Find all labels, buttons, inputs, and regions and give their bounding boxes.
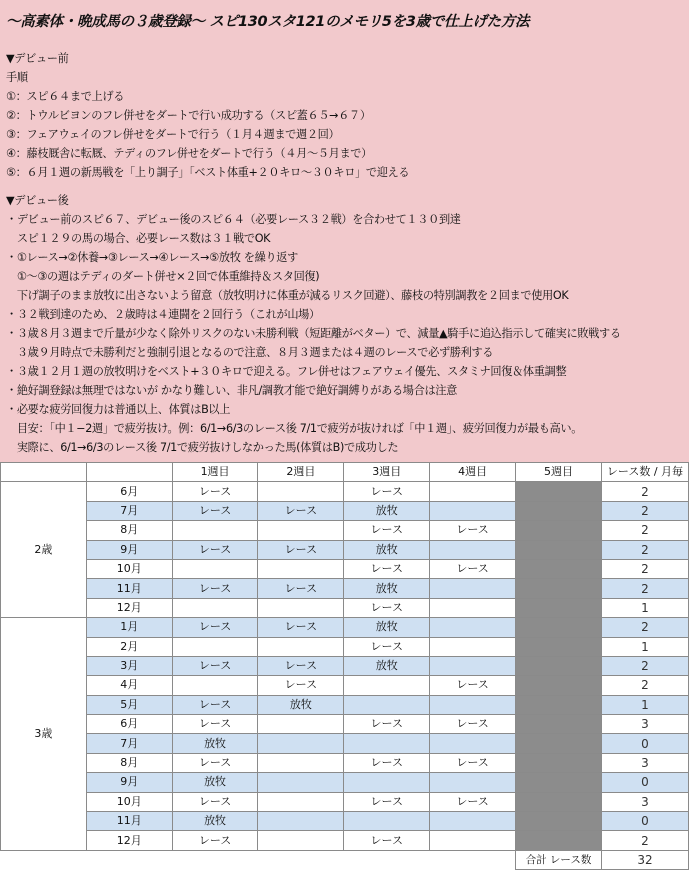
table-header-row [1, 463, 689, 482]
note-line: ③：フェアウェイのフレ併せをダートで行う（１月４週まで週２回） [6, 128, 340, 141]
week5-cell [516, 734, 602, 753]
week-cell [430, 734, 516, 753]
race-count: 3 [601, 715, 688, 734]
table-row [1, 501, 689, 520]
week5-cell [516, 676, 602, 695]
week-cell: レース [172, 695, 258, 714]
week5-cell [516, 695, 602, 714]
month-label: 7月 [86, 501, 172, 520]
race-count: 2 [601, 521, 688, 540]
week-cell [258, 637, 344, 656]
race-count: 2 [601, 656, 688, 675]
week-cell: 放牧 [172, 812, 258, 831]
post-debut-section [6, 191, 683, 457]
note-line: 実際に、6/1→6/3のレース後 7/1で疲労抜けしなかった馬(体質はB)で成功した [6, 441, 399, 454]
week5-cell [516, 482, 602, 501]
week-cell: レース [258, 676, 344, 695]
table-row [1, 559, 689, 578]
week-cell: レース [344, 637, 430, 656]
empty-cell [258, 850, 344, 869]
race-count: 2 [601, 618, 688, 637]
week-cell: レース [430, 521, 516, 540]
week-cell: レース [172, 540, 258, 559]
week-cell [344, 734, 430, 753]
week-cell [258, 812, 344, 831]
note-line: ⑤：６月１週の新馬戦を「上り調子」「ベスト体重+２０キロ〜３０キロ」で迎える [6, 166, 410, 179]
week-cell: レース [172, 618, 258, 637]
month-label: 8月 [86, 521, 172, 540]
note-line: ④：藤枝厩舎に転厩、テディのフレ併せをダートで行う（４月〜５月まで） [6, 147, 372, 160]
race-count: 2 [601, 831, 688, 850]
month-label: 6月 [86, 715, 172, 734]
race-count: 3 [601, 792, 688, 811]
week-cell [258, 715, 344, 734]
table-row [1, 831, 689, 850]
race-count: 0 [601, 734, 688, 753]
race-count: 2 [601, 579, 688, 598]
week-cell [430, 540, 516, 559]
month-label: 4月 [86, 676, 172, 695]
week5-cell [516, 792, 602, 811]
week-cell [430, 598, 516, 617]
week-cell: レース [258, 501, 344, 520]
week-cell: レース [344, 559, 430, 578]
week-cell: レース [344, 482, 430, 501]
week-cell [430, 501, 516, 520]
week-cell [344, 773, 430, 792]
month-label: 1月 [86, 618, 172, 637]
week-cell: レース [172, 656, 258, 675]
column-header: 5週目 [516, 463, 602, 482]
week-cell [258, 792, 344, 811]
month-label: 11月 [86, 812, 172, 831]
race-count: 2 [601, 559, 688, 578]
table-row [1, 637, 689, 656]
week-cell: レース [258, 618, 344, 637]
month-label: 5月 [86, 695, 172, 714]
week-cell [258, 521, 344, 540]
week5-cell [516, 831, 602, 850]
table-row [1, 812, 689, 831]
week-cell [430, 482, 516, 501]
week5-cell [516, 637, 602, 656]
age-label: 2歳 [1, 482, 87, 618]
race-count: 1 [601, 695, 688, 714]
table-row [1, 540, 689, 559]
corner-cell [1, 463, 87, 482]
month-label: 2月 [86, 637, 172, 656]
table-row [1, 734, 689, 753]
table-row [1, 521, 689, 540]
week-cell [172, 598, 258, 617]
empty-cell [172, 850, 258, 869]
month-label: 10月 [86, 792, 172, 811]
race-count: 0 [601, 812, 688, 831]
week-cell: 放牧 [258, 695, 344, 714]
week-cell [430, 618, 516, 637]
note-line: ・①レース→②休養→③レース→④レース→⑤放牧 を繰り返す [6, 251, 298, 264]
week-cell: レース [344, 598, 430, 617]
race-schedule-table [0, 462, 689, 870]
note-line: スピ１２９の馬の場合、必要レース数は３１戦でOK [6, 232, 271, 245]
section-heading: ▼デビュー後 [6, 194, 69, 207]
week-cell: レース [344, 792, 430, 811]
month-label: 12月 [86, 598, 172, 617]
week-cell: レース [258, 579, 344, 598]
race-count: 1 [601, 637, 688, 656]
total-row [1, 850, 689, 869]
month-label: 3月 [86, 656, 172, 675]
note-line: 手順 [6, 71, 28, 84]
week-cell [172, 637, 258, 656]
note-line: ①〜③の週はテディのダート併せ×２回で体重維持＆スタ回復) [6, 270, 320, 283]
week-cell [430, 773, 516, 792]
table-row [1, 656, 689, 675]
week-cell: レース [430, 676, 516, 695]
week-cell [430, 695, 516, 714]
week-cell: 放牧 [172, 773, 258, 792]
age-label: 3歳 [1, 618, 87, 851]
week-cell: レース [258, 656, 344, 675]
section-heading: ▼デビュー前 [6, 52, 69, 65]
month-label: 8月 [86, 753, 172, 772]
total-value: 32 [601, 850, 688, 869]
week5-cell [516, 618, 602, 637]
note-line: ・３２戦到達のため、２歳時は４連闘を２回行う（これが山場） [6, 308, 320, 321]
week-cell: レース [344, 753, 430, 772]
week-cell [344, 676, 430, 695]
week-cell [258, 831, 344, 850]
week5-cell [516, 559, 602, 578]
week-cell: 放牧 [344, 618, 430, 637]
corner-cell [86, 463, 172, 482]
week-cell: レース [258, 540, 344, 559]
month-label: 7月 [86, 734, 172, 753]
week-cell [172, 559, 258, 578]
month-label: 9月 [86, 540, 172, 559]
table-row [1, 598, 689, 617]
week-cell [430, 656, 516, 675]
table-row [1, 753, 689, 772]
table-row [1, 676, 689, 695]
week-cell: レース [430, 753, 516, 772]
table-row [1, 773, 689, 792]
column-header: 2週目 [258, 463, 344, 482]
race-count: 2 [601, 482, 688, 501]
column-header: 4週目 [430, 463, 516, 482]
table-row [1, 618, 689, 637]
week-cell: 放牧 [172, 734, 258, 753]
week-cell: レース [344, 831, 430, 850]
week-cell: レース [172, 501, 258, 520]
week5-cell [516, 521, 602, 540]
week-cell: 放牧 [344, 501, 430, 520]
empty-cell [430, 850, 516, 869]
week-cell: レース [172, 753, 258, 772]
month-label: 9月 [86, 773, 172, 792]
week-cell: レース [430, 559, 516, 578]
race-count: 2 [601, 676, 688, 695]
pre-debut-section [6, 49, 683, 182]
week-cell: レース [430, 792, 516, 811]
note-line: ・３歳１２月１週の放牧明けをベスト+３０キロで迎える。フレ併せはフェアウェイ優先、スタミナ回復＆体重調整 [6, 365, 567, 378]
week-cell: レース [344, 715, 430, 734]
note-line: ・デビュー前のスピ６７、デビュー後のスピ６４（必要レース３２戦）を合わせて１３０到達 [6, 213, 461, 226]
week5-cell [516, 656, 602, 675]
race-count: 3 [601, 753, 688, 772]
week-cell: レース [172, 831, 258, 850]
week-cell [172, 676, 258, 695]
note-line: ・絶好調登録は無理ではないが かなり難しい、非凡/調教才能で絶好調縛りがある場合は注意 [6, 384, 457, 397]
column-header: 1週目 [172, 463, 258, 482]
week-cell [430, 812, 516, 831]
week-cell [258, 598, 344, 617]
note-line: ②：トウルビヨンのフレ併せをダートで行い成功する（スピ蓋６５→６７） [6, 109, 371, 122]
week-cell [344, 695, 430, 714]
week-cell: 放牧 [344, 656, 430, 675]
week-cell [258, 734, 344, 753]
note-line: ３歳９月時点で未勝利だと強制引退となるので注意、８月３週または４週のレースで必ず勝利する [6, 346, 494, 359]
week-cell [430, 637, 516, 656]
note-line: 目安：「中１−2週」で疲労抜け。例：6/1→6/3のレース後 7/1で疲労が抜ければ「中１週」、疲労回復力が最も高い。 [6, 422, 583, 435]
column-header: 3週目 [344, 463, 430, 482]
table-row [1, 695, 689, 714]
week-cell: レース [430, 715, 516, 734]
week5-cell [516, 773, 602, 792]
note-line: 下げ調子のまま放牧に出さないよう留意（放牧明けに体重が減るリスク回避）、藤枝の特別調教を２回まで使用OK [6, 289, 569, 302]
table-row [1, 792, 689, 811]
empty-cell [344, 850, 430, 869]
total-label: 合計 レース数 [516, 850, 602, 869]
week-cell [258, 753, 344, 772]
week5-cell [516, 598, 602, 617]
race-count: 1 [601, 598, 688, 617]
column-header: レース数 / 月毎 [601, 463, 688, 482]
week-cell [344, 812, 430, 831]
note-line: ・３歳８月３週まで斤量が少なく除外リスクのない未勝利戦（短距離がベター）で、減量▲騎手に追込指示して確実に敗戦する [6, 327, 621, 340]
month-label: 11月 [86, 579, 172, 598]
week-cell: レース [172, 792, 258, 811]
week-cell [258, 773, 344, 792]
page-title: 〜高素体・晩成馬の３歳登録〜 スピ130スタ121のメモリ5を3歳で仕上げた方法 [6, 14, 530, 30]
week-cell [430, 831, 516, 850]
empty-cell [1, 850, 87, 869]
race-count: 2 [601, 501, 688, 520]
note-line: ①：スピ６４まで上げる [6, 90, 125, 103]
week-cell [258, 559, 344, 578]
table-row [1, 482, 689, 501]
week5-cell [516, 540, 602, 559]
week-cell: レース [172, 715, 258, 734]
week-cell: 放牧 [344, 579, 430, 598]
week-cell: 放牧 [344, 540, 430, 559]
week-cell [172, 521, 258, 540]
week5-cell [516, 753, 602, 772]
week-cell: レース [172, 579, 258, 598]
race-count: 0 [601, 773, 688, 792]
week5-cell [516, 579, 602, 598]
week5-cell [516, 715, 602, 734]
week-cell: レース [344, 521, 430, 540]
week5-cell [516, 501, 602, 520]
week-cell [258, 482, 344, 501]
race-count: 2 [601, 540, 688, 559]
empty-cell [86, 850, 172, 869]
month-label: 10月 [86, 559, 172, 578]
table-row [1, 715, 689, 734]
month-label: 6月 [86, 482, 172, 501]
table-row [1, 579, 689, 598]
month-label: 12月 [86, 831, 172, 850]
week5-cell [516, 812, 602, 831]
week-cell: レース [172, 482, 258, 501]
week-cell [430, 579, 516, 598]
note-line: ・必要な疲労回復力は普通以上、体質はB以上 [6, 403, 231, 416]
